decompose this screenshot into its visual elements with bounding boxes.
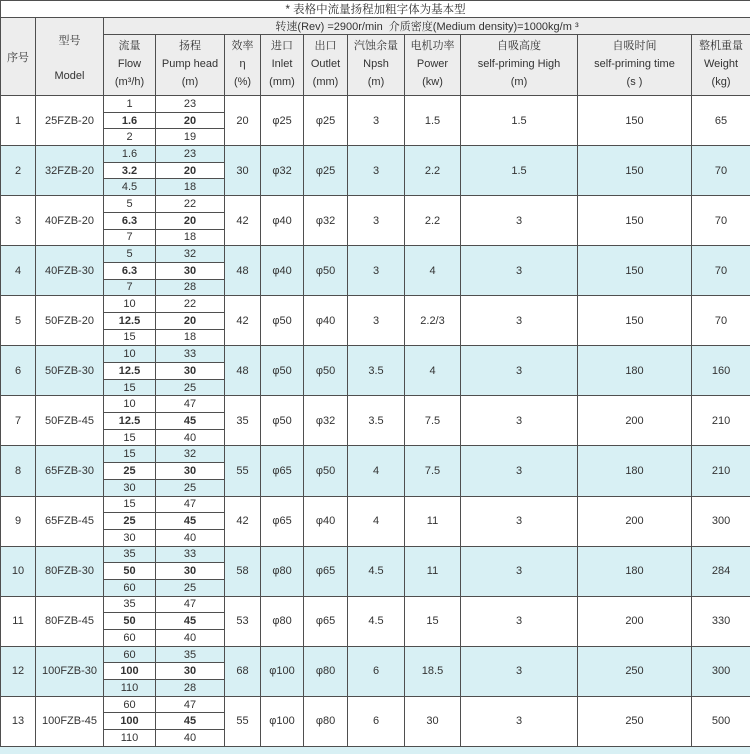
npsh-value: 6: [348, 646, 405, 696]
head-value-basic: 30: [156, 563, 225, 580]
row-model: 25FZB-20: [36, 96, 104, 146]
inlet-value: φ100: [261, 696, 304, 746]
weight-value: 330: [692, 596, 750, 646]
col-header-efficiency: 效率 η (%): [225, 35, 261, 96]
npsh-value: 6: [348, 696, 405, 746]
outlet-value: φ32: [304, 196, 348, 246]
head-value: 32: [156, 446, 225, 463]
col-header-model-en: Model: [54, 69, 85, 82]
flow-value: 35: [104, 596, 156, 613]
head-value-basic: 20: [156, 312, 225, 329]
priming-high-value: 1.5: [461, 96, 578, 146]
row-index: 11: [1, 596, 36, 646]
row-index: 8: [1, 446, 36, 496]
npsh-value: 3.5: [348, 346, 405, 396]
flow-value-basic: 3.2: [104, 162, 156, 179]
column-header-row: [1, 35, 750, 96]
priming-high-value: 1.5: [461, 146, 578, 196]
row-index: 6: [1, 346, 36, 396]
priming-high-value: 3: [461, 696, 578, 746]
weight-value: 300: [692, 646, 750, 696]
spec-row-group: [1, 446, 750, 463]
priming-time-value: 200: [578, 396, 692, 446]
flow-value-basic: 6.3: [104, 212, 156, 229]
priming-time-value: 180: [578, 446, 692, 496]
head-value-basic: 45: [156, 713, 225, 730]
flow-value-basic: 50: [104, 613, 156, 630]
table-title-row: [1, 1, 750, 18]
inlet-value: φ50: [261, 346, 304, 396]
priming-high-value: 3: [461, 346, 578, 396]
outlet-value: φ80: [304, 646, 348, 696]
head-value-basic: 30: [156, 463, 225, 480]
flow-value: 4.5: [104, 179, 156, 196]
efficiency-value: 55: [225, 446, 261, 496]
col-header-power: 电机功率 Power (kw): [405, 35, 461, 96]
row-model: 50FZB-30: [36, 346, 104, 396]
inlet-value: φ32: [261, 146, 304, 196]
efficiency-value: 42: [225, 496, 261, 546]
spec-row-group: [1, 596, 750, 613]
outlet-value: φ65: [304, 546, 348, 596]
flow-value-basic: 100: [104, 713, 156, 730]
inlet-value: φ65: [261, 496, 304, 546]
row-model: 80FZB-45: [36, 596, 104, 646]
priming-high-value: 3: [461, 246, 578, 296]
row-index: 1: [1, 96, 36, 146]
flow-value: 60: [104, 579, 156, 596]
row-index: 5: [1, 296, 36, 346]
power-value: 11: [405, 546, 461, 596]
spec-row-group: [1, 146, 750, 163]
flow-value: 30: [104, 529, 156, 546]
flow-value: 5: [104, 196, 156, 213]
row-index: 2: [1, 146, 36, 196]
flow-value-basic: 25: [104, 513, 156, 530]
head-value-basic: 20: [156, 162, 225, 179]
spec-row-group: [1, 696, 750, 713]
efficiency-value: 58: [225, 546, 261, 596]
weight-value: 210: [692, 446, 750, 496]
table-header: [1, 1, 750, 96]
spec-row-group: [1, 196, 750, 213]
head-value: 33: [156, 346, 225, 363]
spec-table-body: [1, 96, 750, 747]
col-header-weight: 整机重量 Weight (kg): [692, 35, 750, 96]
head-value-basic: 20: [156, 212, 225, 229]
priming-high-value: 3: [461, 296, 578, 346]
outlet-value: φ25: [304, 96, 348, 146]
priming-time-value: 150: [578, 196, 692, 246]
table-subtitle-row: [1, 18, 750, 35]
flow-value: 10: [104, 296, 156, 313]
power-value: 18.5: [405, 646, 461, 696]
power-value: 7.5: [405, 396, 461, 446]
spec-row-group: [1, 396, 750, 413]
flow-value-basic: 1.6: [104, 112, 156, 129]
power-value: 2.2: [405, 196, 461, 246]
spec-row-group: [1, 246, 750, 263]
flow-value-basic: 6.3: [104, 262, 156, 279]
efficiency-value: 20: [225, 96, 261, 146]
weight-value: 70: [692, 146, 750, 196]
flow-value-basic: 12.5: [104, 312, 156, 329]
flow-value: 60: [104, 646, 156, 663]
row-index: 4: [1, 246, 36, 296]
row-model: 65FZB-30: [36, 446, 104, 496]
efficiency-value: 35: [225, 396, 261, 446]
spec-row-group: [1, 646, 750, 663]
npsh-value: 4.5: [348, 596, 405, 646]
efficiency-value: 68: [225, 646, 261, 696]
row-model: 80FZB-30: [36, 546, 104, 596]
flow-value: 1.6: [104, 146, 156, 163]
outlet-value: φ40: [304, 296, 348, 346]
inlet-value: φ50: [261, 396, 304, 446]
flow-value: 1: [104, 96, 156, 113]
head-value-basic: 20: [156, 112, 225, 129]
head-value: 40: [156, 429, 225, 446]
weight-value: 160: [692, 346, 750, 396]
head-value: 23: [156, 146, 225, 163]
col-header-self-priming-high: 自吸高度 self-priming High (m): [461, 35, 578, 96]
flow-value: 15: [104, 379, 156, 396]
weight-value: 65: [692, 96, 750, 146]
efficiency-value: 53: [225, 596, 261, 646]
flow-value-basic: 12.5: [104, 363, 156, 380]
col-header-flow: 流量 Flow (m³/h): [104, 35, 156, 96]
flow-value-basic: 25: [104, 463, 156, 480]
npsh-value: 3: [348, 196, 405, 246]
inlet-value: φ80: [261, 596, 304, 646]
head-value: 22: [156, 196, 225, 213]
weight-value: 500: [692, 696, 750, 746]
flow-value-basic: 12.5: [104, 413, 156, 430]
head-value: 40: [156, 630, 225, 647]
inlet-value: φ65: [261, 446, 304, 496]
flow-value: 110: [104, 680, 156, 697]
inlet-value: φ50: [261, 296, 304, 346]
col-header-pump-head: 扬程 Pump head (m): [156, 35, 225, 96]
head-value: 23: [156, 96, 225, 113]
weight-value: 210: [692, 396, 750, 446]
power-value: 2.2: [405, 146, 461, 196]
row-model: 32FZB-20: [36, 146, 104, 196]
row-model: 100FZB-30: [36, 646, 104, 696]
outlet-value: φ25: [304, 146, 348, 196]
spec-row-group: [1, 346, 750, 363]
outlet-value: φ80: [304, 696, 348, 746]
npsh-value: 3: [348, 146, 405, 196]
head-value: 25: [156, 579, 225, 596]
power-value: 4: [405, 246, 461, 296]
flow-value: 2: [104, 129, 156, 146]
row-model: 50FZB-45: [36, 396, 104, 446]
head-value-basic: 30: [156, 663, 225, 680]
head-value-basic: 45: [156, 613, 225, 630]
head-value: 18: [156, 329, 225, 346]
inlet-value: φ80: [261, 546, 304, 596]
npsh-value: 3: [348, 296, 405, 346]
power-value: 1.5: [405, 96, 461, 146]
npsh-value: 3: [348, 246, 405, 296]
row-index: 12: [1, 646, 36, 696]
flow-value: 110: [104, 730, 156, 747]
row-model: 50FZB-20: [36, 296, 104, 346]
row-model: 100FZB-45: [36, 696, 104, 746]
col-header-model: [36, 18, 104, 96]
outlet-value: φ50: [304, 446, 348, 496]
outlet-value: φ40: [304, 496, 348, 546]
flow-value: 35: [104, 546, 156, 563]
efficiency-value: 55: [225, 696, 261, 746]
flow-value: 7: [104, 229, 156, 246]
head-value: 18: [156, 179, 225, 196]
efficiency-value: 42: [225, 196, 261, 246]
flow-value: 7: [104, 279, 156, 296]
table-title: * 表格中流量扬程加粗字体为基本型: [1, 1, 750, 18]
inlet-value: φ40: [261, 196, 304, 246]
spec-row-group: [1, 296, 750, 313]
col-header-outlet: 出口 Outlet (mm): [304, 35, 348, 96]
head-value: 35: [156, 646, 225, 663]
col-header-inlet: 进口 Inlet (mm): [261, 35, 304, 96]
row-index: 9: [1, 496, 36, 546]
priming-time-value: 180: [578, 546, 692, 596]
npsh-value: 3.5: [348, 396, 405, 446]
flow-value: 15: [104, 429, 156, 446]
head-value: 40: [156, 529, 225, 546]
outlet-value: φ65: [304, 596, 348, 646]
head-value: 25: [156, 479, 225, 496]
flow-value: 15: [104, 496, 156, 513]
priming-time-value: 150: [578, 96, 692, 146]
flow-value: 15: [104, 329, 156, 346]
priming-high-value: 3: [461, 596, 578, 646]
power-value: 15: [405, 596, 461, 646]
row-model: 40FZB-30: [36, 246, 104, 296]
efficiency-value: 42: [225, 296, 261, 346]
npsh-value: 3: [348, 96, 405, 146]
head-value-basic: 30: [156, 262, 225, 279]
npsh-value: 4: [348, 496, 405, 546]
head-value: 47: [156, 696, 225, 713]
priming-time-value: 250: [578, 696, 692, 746]
row-index: 10: [1, 546, 36, 596]
priming-high-value: 3: [461, 646, 578, 696]
row-model: 40FZB-20: [36, 196, 104, 246]
priming-time-value: 180: [578, 346, 692, 396]
head-value: 47: [156, 396, 225, 413]
table-subtitle: 转速(Rev) =2900r/min 介质密度(Medium density)=1000kg/m ³: [104, 18, 750, 35]
flow-value-basic: 50: [104, 563, 156, 580]
head-value: 33: [156, 546, 225, 563]
col-header-index: 序号: [1, 18, 36, 96]
power-value: 2.2/3: [405, 296, 461, 346]
npsh-value: 4: [348, 446, 405, 496]
head-value: 47: [156, 496, 225, 513]
efficiency-value: 30: [225, 146, 261, 196]
outlet-value: φ50: [304, 246, 348, 296]
priming-time-value: 150: [578, 296, 692, 346]
weight-value: 70: [692, 296, 750, 346]
outlet-value: φ32: [304, 396, 348, 446]
head-value: 19: [156, 129, 225, 146]
flow-value: 30: [104, 479, 156, 496]
head-value-basic: 30: [156, 363, 225, 380]
inlet-value: φ100: [261, 646, 304, 696]
head-value: 22: [156, 296, 225, 313]
priming-high-value: 3: [461, 546, 578, 596]
col-header-model-zh: 型号: [58, 34, 81, 47]
flow-value: 10: [104, 346, 156, 363]
head-value-basic: 45: [156, 513, 225, 530]
row-index: 3: [1, 196, 36, 246]
head-value-basic: 45: [156, 413, 225, 430]
head-value: 40: [156, 730, 225, 747]
weight-value: 70: [692, 246, 750, 296]
priming-high-value: 3: [461, 496, 578, 546]
col-header-npsh: 汽蚀余量 Npsh (m): [348, 35, 405, 96]
power-value: 7.5: [405, 446, 461, 496]
priming-time-value: 200: [578, 596, 692, 646]
row-model: 65FZB-45: [36, 496, 104, 546]
row-index: 13: [1, 696, 36, 746]
weight-value: 300: [692, 496, 750, 546]
spec-row-group: [1, 546, 750, 563]
head-value: 25: [156, 379, 225, 396]
spec-row-group: [1, 96, 750, 113]
flow-value: 60: [104, 696, 156, 713]
power-value: 11: [405, 496, 461, 546]
weight-value: 284: [692, 546, 750, 596]
col-header-self-priming-time: 自吸时间 self-priming time (s ): [578, 35, 692, 96]
head-value: 18: [156, 229, 225, 246]
flow-value: 15: [104, 446, 156, 463]
weight-value: 70: [692, 196, 750, 246]
flow-value: 5: [104, 246, 156, 263]
head-value: 47: [156, 596, 225, 613]
efficiency-value: 48: [225, 346, 261, 396]
head-value: 28: [156, 279, 225, 296]
head-value: 32: [156, 246, 225, 263]
head-value: 28: [156, 680, 225, 697]
priming-time-value: 250: [578, 646, 692, 696]
priming-high-value: 3: [461, 446, 578, 496]
efficiency-value: 48: [225, 246, 261, 296]
priming-time-value: 200: [578, 496, 692, 546]
spec-row-group: [1, 496, 750, 513]
priming-time-value: 150: [578, 146, 692, 196]
power-value: 30: [405, 696, 461, 746]
row-index: 7: [1, 396, 36, 446]
npsh-value: 4.5: [348, 546, 405, 596]
flow-value: 10: [104, 396, 156, 413]
flow-value: 60: [104, 630, 156, 647]
inlet-value: φ25: [261, 96, 304, 146]
outlet-value: φ50: [304, 346, 348, 396]
priming-time-value: 150: [578, 246, 692, 296]
power-value: 4: [405, 346, 461, 396]
flow-value-basic: 100: [104, 663, 156, 680]
priming-high-value: 3: [461, 196, 578, 246]
priming-high-value: 3: [461, 396, 578, 446]
inlet-value: φ40: [261, 246, 304, 296]
